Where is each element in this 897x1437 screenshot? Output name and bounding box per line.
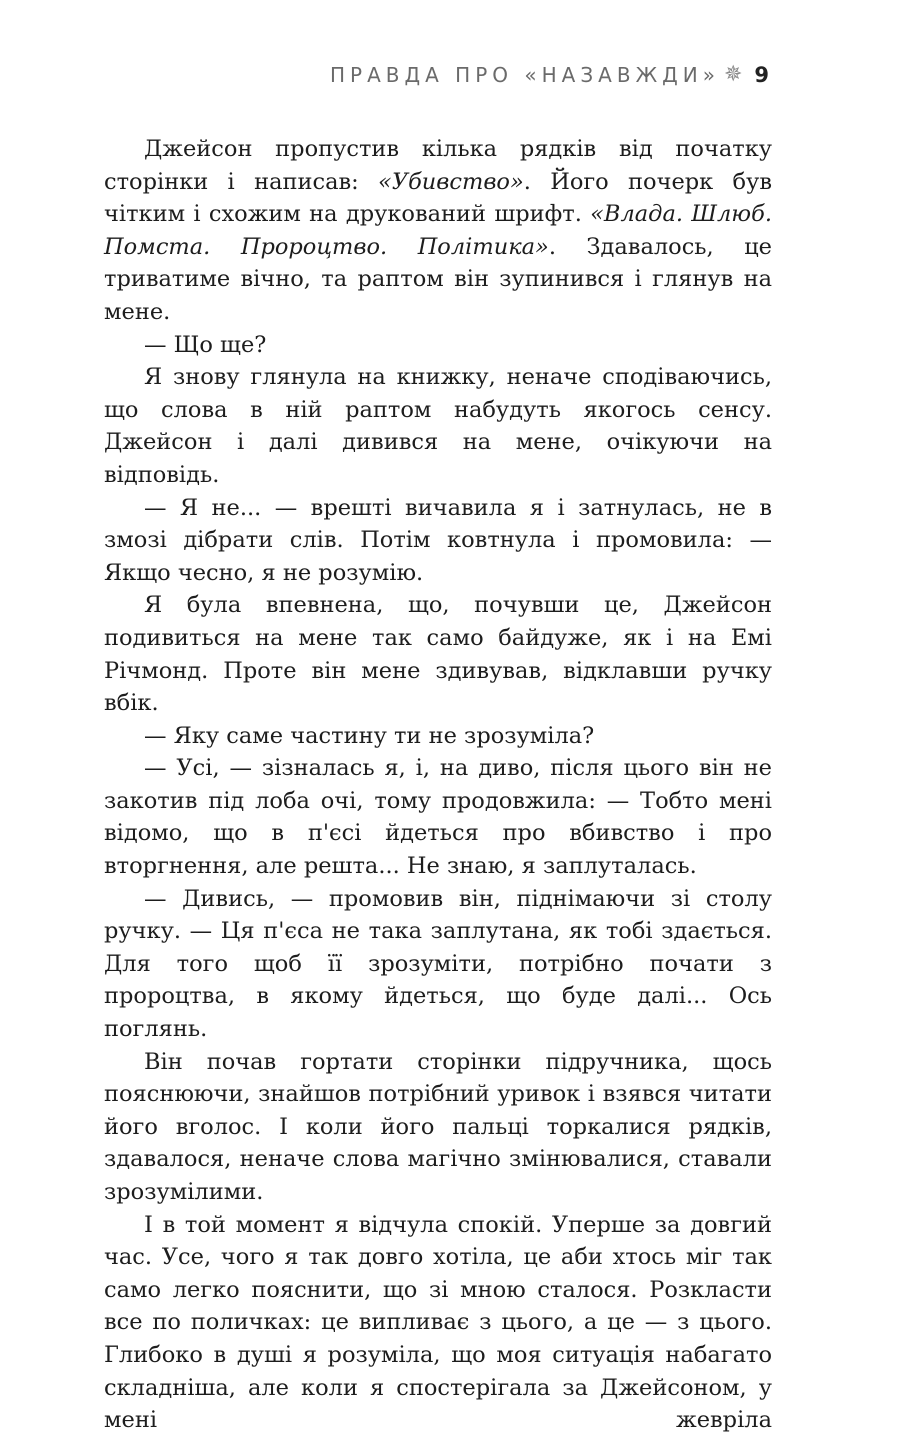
star-ornament-icon: ✵ <box>723 62 743 87</box>
paragraph: І в той момент я відчула спокій. Уперше за довгий час. Усе, чого я так довго хотіла, це аби хтось міг так само легко пояснити, що зі мною сталося. Розкласти все по поличках: це випливає з цього, а це — з цього. Глибоко в душі я розуміла, що моя ситуація набагато складніша, але коли я спостерігала за Джейсоном, у мені жевріла <box>104 1211 772 1434</box>
paragraph: — Дивись, — промовив він, піднімаючи зі столу ручку. — Ця п'єса не така заплутана, як тобі здається. Для того щоб її зрозуміти, потрібно почати з пророцтва, в якому йдеться, що буде далі... Ось поглянь. <box>104 885 772 1043</box>
paragraph: Він почав гортати сторінки підручника, щось пояснюючи, знайшов потрібний уривок і взявся читати його вголос. І коли його пальці торкалися рядків, здавалося, неначе слова магічно змінювалися, ставали зрозумілими. <box>104 1048 772 1205</box>
page-number: 9 <box>754 62 769 87</box>
paragraph: — Що ще? <box>144 331 267 358</box>
paragraph: — Яку саме частину ти не зрозуміла? <box>144 722 595 749</box>
paragraph: — Я не... — врешті вичавила я і затнулась, не в змозі дібрати слів. Потім ковтнула і промовила: — Якщо чесно, я не розумію. <box>104 494 772 586</box>
paragraph: Я була впевнена, що, почувши це, Джейсон подивиться на мене так само байдуже, як і на Емі Річмонд. Проте він мене здивував, відклавши ручку вбік. <box>104 592 772 717</box>
italic-phrase: «Убивство» <box>378 168 524 195</box>
body-text <box>104 133 772 1437</box>
italic-phrase: «Влада. Шлюб. Помста. Пророцтво. Політика» <box>104 201 772 260</box>
paragraph: Я знову глянула на книжку, неначе сподіваючись, що слова в ній раптом набудуть якогось сенсу. Джейсон і далі дивився на мене, очікуючи на відповідь. <box>104 364 772 488</box>
running-title: ПРАВДА ПРО «НАЗАВЖДИ» <box>330 62 720 87</box>
running-header <box>330 62 769 87</box>
paragraph: Джейсон пропустив кілька рядків від початку сторінки і написав: «Убивство». Його почерк був чітким і схожим на друкований шрифт. «Влада. Шлюб. Помста. Пророцтво. Політика». Здавалось, це триватиме вічно, та раптом він зупинився і глянув на мене. <box>104 136 772 325</box>
paragraph: — Усі, — зізналась я, і, на диво, після цього він не закотив під лоба очі, тому продовжила: — Тобто мені відомо, що в п'єсі йдеться про вбивство і про вторгнення, але решта... Не знаю, я заплуталась. <box>104 755 772 880</box>
